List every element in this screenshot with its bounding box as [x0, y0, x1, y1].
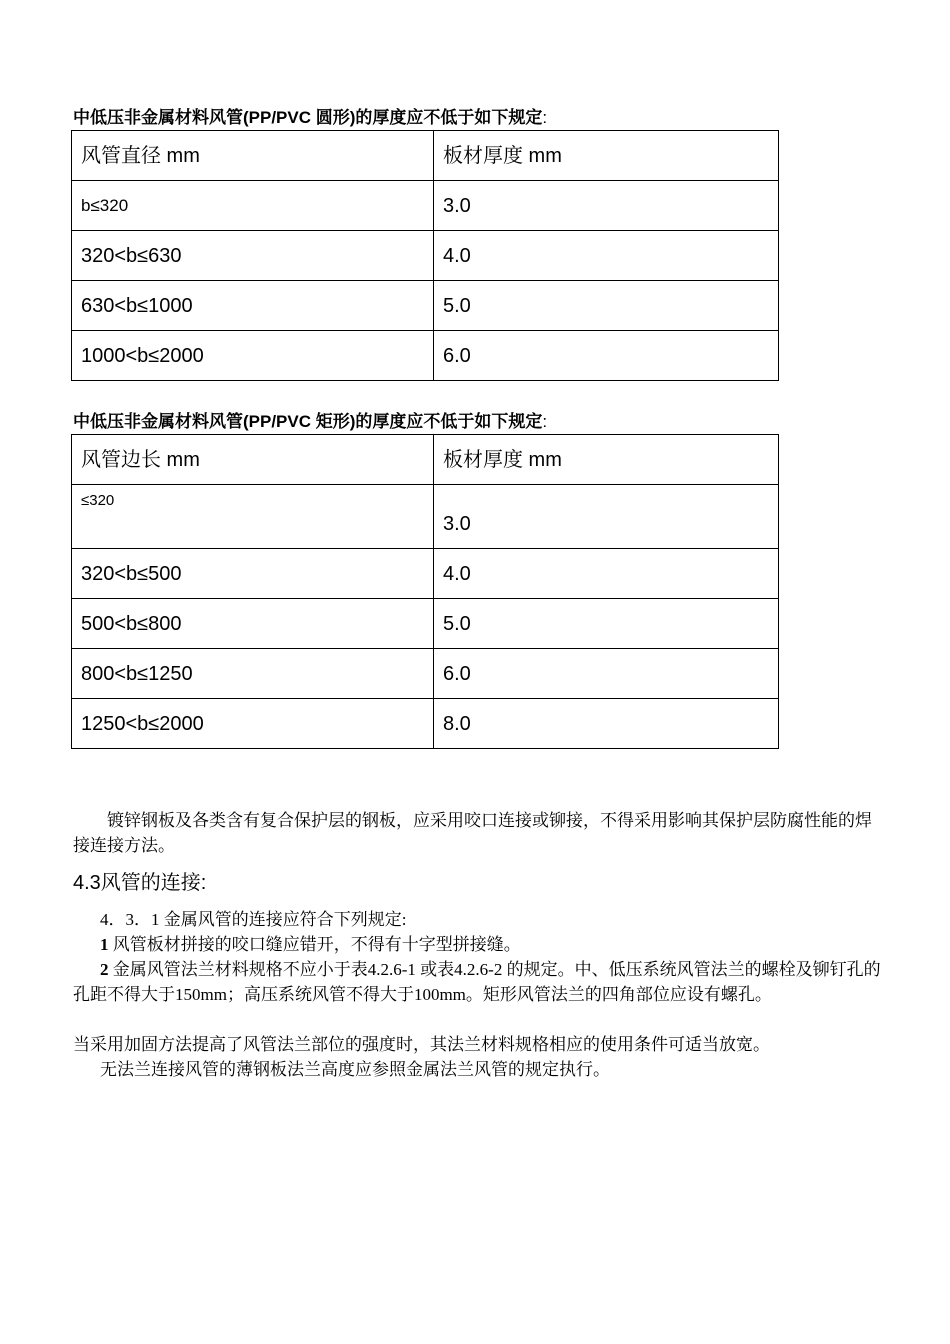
thickness-cell: 4.0 [434, 549, 779, 599]
table-row [72, 549, 779, 599]
header-duct-diameter: 风管直径 mm [72, 131, 434, 181]
rect-caption-text: 中低压非金属材料风管(PP/PVC 矩形)的厚度应不低于如下规定 [73, 412, 543, 431]
round-duct-thickness-table [71, 130, 779, 381]
thickness-cell: 4.0 [434, 231, 779, 281]
round-duct-table-caption [73, 107, 547, 129]
thickness-cell: 6.0 [434, 649, 779, 699]
round-caption-text: 中低压非金属材料风管(PP/PVC 圆形)的厚度应不低于如下规定 [73, 108, 543, 127]
diameter-cell: 320<b≤630 [72, 231, 434, 281]
side-length-cell: 320<b≤500 [72, 549, 434, 599]
thickness-cell: 5.0 [434, 599, 779, 649]
side-length-cell: 500<b≤800 [72, 599, 434, 649]
header-plate-thickness: 板材厚度 mm [434, 435, 779, 485]
rect-duct-table-caption [73, 411, 547, 433]
diameter-cell: b≤320 [72, 181, 434, 231]
thickness-cell: 3.0 [434, 485, 779, 549]
thickness-cell: 3.0 [434, 181, 779, 231]
item-2-number: 2 [100, 960, 109, 979]
table-row [72, 485, 779, 549]
clause-title: 4．3．1 金属风管的连接应符合下列规定: [100, 910, 407, 929]
thickness-cell: 8.0 [434, 699, 779, 749]
thickness-cell: 5.0 [434, 281, 779, 331]
table-header-row [72, 131, 779, 181]
table-row [72, 231, 779, 281]
side-length-cell: ≤320 [72, 485, 434, 549]
table-row [72, 281, 779, 331]
item-1-number: 1 [100, 935, 109, 954]
table-row [72, 599, 779, 649]
table-row [72, 699, 779, 749]
round-caption-colon: : [542, 108, 548, 127]
header-plate-thickness: 板材厚度 mm [434, 131, 779, 181]
header-duct-side-length: 风管边长 mm [72, 435, 434, 485]
table-header-row [72, 435, 779, 485]
rect-duct-thickness-table [71, 434, 779, 749]
no-flange-paragraph: 无法兰连接风管的薄钢板法兰高度应参照金属法兰风管的规定执行。 [100, 1060, 610, 1079]
item-1-text: 风管板材拼接的咬口缝应错开，不得有十字型拼接缝。 [108, 935, 521, 954]
thickness-cell: 6.0 [434, 331, 779, 381]
side-length-cell: 1250<b≤2000 [72, 699, 434, 749]
item-2-text: 金属风管法兰材料规格不应小于表4.2.6-1 或表4.2.6-2 的规定。中、低压系统风管法兰的螺栓及铆钉孔的孔距不得大于150mm；高压系统风管不得大于100mm。矩形风管法兰的四角部位应设有螺孔。 [73, 960, 881, 1004]
table-row [72, 181, 779, 231]
diameter-cell: 630<b≤1000 [72, 281, 434, 331]
item-1 [100, 932, 883, 957]
item-2 [73, 957, 883, 1007]
table-row [72, 331, 779, 381]
section-heading: 4.3风管的连接: [73, 872, 207, 894]
reinforcement-paragraph: 当采用加固方法提高了风管法兰部位的强度时，其法兰材料规格相应的使用条件可适当放宽。 [73, 1035, 770, 1054]
rect-caption-colon: : [542, 412, 548, 431]
diameter-cell: 1000<b≤2000 [72, 331, 434, 381]
galvanized-steel-paragraph: 镀锌钢板及各类含有复合保护层的钢板，应采用咬口连接或铆接，不得采用影响其保护层防腐性能的焊接连接方法。 [73, 811, 872, 855]
table-row [72, 649, 779, 699]
side-length-cell: 800<b≤1250 [72, 649, 434, 699]
